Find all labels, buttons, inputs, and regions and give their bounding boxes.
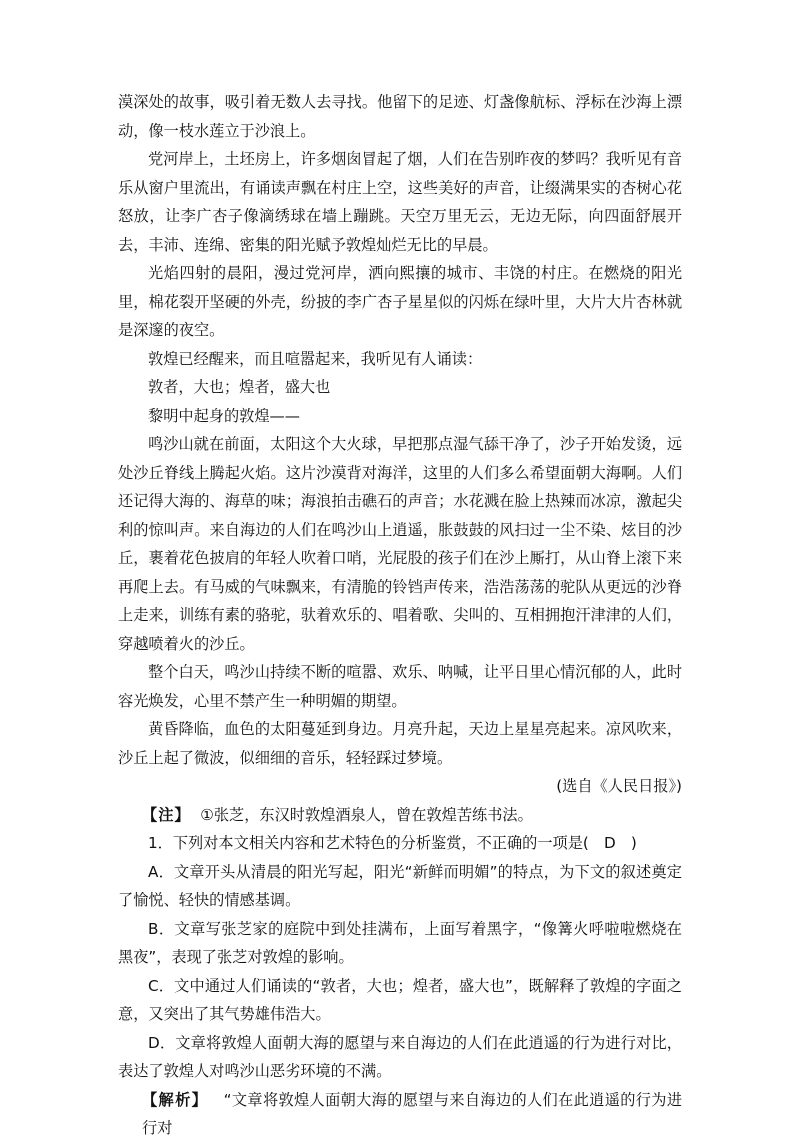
footnote-text: ①张芝，东汉时敦煌酒泉人，曾在敦煌苦练书法。 <box>200 805 533 824</box>
document-body <box>118 88 682 1143</box>
analysis-text: “文章将敦煌人面朝大海的愿望与来自海边的人们在此逍遥的行为进行对 <box>142 1090 683 1137</box>
question-stem: 1．下列对本文相关内容和艺术特色的分析鉴赏，不正确的一项是( D ) <box>148 834 637 852</box>
option-b: B．文章写张芝家的庭院中到处挂满布，上面写着黑字，“像篝火呼啦啦燃烧在黑夜”，表现了张芝对敦煌的影响。 <box>118 919 682 966</box>
article-paragraph: 党河岸上，土坯房上，许多烟囱冒起了烟，人们在告别昨夜的梦吗？我听见有音乐从窗户里流出，有诵读声飘在村庄上空，这些美好的声音，让缀满果实的杏树心花怒放，让李广杏子像滴绣球在墙上蹦跳。天空万里无云，无边无际，向四面舒展开去，丰沛、连绵、密集的阳光赋予敦煌灿烂无比的早晨。 <box>118 150 682 254</box>
analysis <box>118 1086 682 1143</box>
option-a: A．文章开头从清晨的阳光写起，阳光“新鲜而明媚”的特点，为下文的叙述奠定了愉悦、轻快的情感基调。 <box>118 862 682 909</box>
analysis-label: 【解析】 <box>142 1090 209 1109</box>
article-paragraph: 黎明中起身的敦煌—— <box>148 406 300 425</box>
article-paragraph: 漠深处的故事，吸引着无数人去寻找。他留下的足迹、灯盏像航标、浮标在沙海上漂动，像一枝水莲立于沙浪上。 <box>118 93 682 140</box>
article-paragraph: 光焰四射的晨阳，漫过党河岸，洒向熙攘的城市、丰饶的村庄。在燃烧的阳光里，棉花裂开坚硬的外壳，纷披的李广杏子星星似的闪烁在绿叶里，大片大片杏林就是深邃的夜空。 <box>118 264 682 339</box>
article-paragraph: 黄昏降临，血色的太阳蔓延到身边。月亮升起，天边上星星亮起来。凉风吹来，沙丘上起了微波，似细细的音乐，轻轻踩过梦境。 <box>118 720 682 767</box>
article-paragraph: 敦煌已经醒来，而且喧嚣起来，我听见有人诵读： <box>148 349 483 368</box>
option-c: C．文中通过人们诵读的“敦者，大也；煌者，盛大也”，既解释了敦煌的字面之意，又突出了其气势雄伟浩大。 <box>118 976 682 1023</box>
article-paragraph: 整个白天，鸣沙山持续不断的喧嚣、欢乐、呐喊，让平日里心情沉郁的人，此时容光焕发，心里不禁产生一种明媚的期望。 <box>118 663 682 710</box>
article-source: (选自《人民日报》) <box>556 777 682 795</box>
option-d: D．文章将敦煌人面朝大海的愿望与来自海边的人们在此逍遥的行为进行对比，表达了敦煌人对鸣沙山恶劣环境的不满。 <box>118 1033 682 1080</box>
article-quote: 敦者，大也；煌者，盛大也 <box>148 378 331 396</box>
footnote <box>118 801 682 830</box>
footnote-label: 【注】 <box>142 805 191 824</box>
article-paragraph: 鸣沙山就在前面，太阳这个大火球，早把那点湿气舔干净了，沙子开始发烫，远处沙丘脊线上腾起火焰。这片沙漠背对海洋，这里的人们多么希望面朝大海啊。人们还记得大海的、海草的味；海浪拍击礁石的声音；水花溅在脸上热辣而冰凉，激起尖利的惊叫声。来自海边的人们在鸣沙山上逍遥，胀鼓鼓的风扫过一尘不染、炫目的沙丘，裹着花色披肩的年轻人吹着口哨，光屁股的孩子们在沙上厮打，从山脊上滚下来再爬上去。有马威的气味飘来，有清脆的铃铛声传来，浩浩荡荡的驼队从更远的沙脊上走来，训练有素的骆驼，驮着欢乐的、唱着歌、尖叫的、互相拥抱汗津津的人们，穿越喷着火的沙丘。 <box>118 435 682 653</box>
